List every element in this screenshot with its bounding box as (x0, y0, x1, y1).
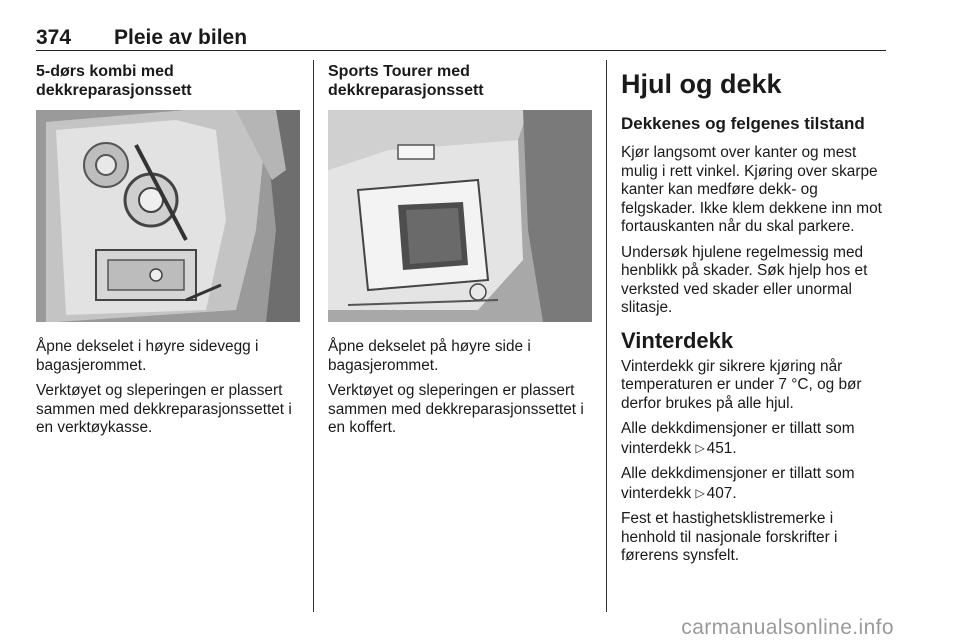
column-divider (606, 60, 607, 612)
body-paragraph: Kjør langsomt over kanter og mest mulig i rett vinkel. Kjøring over skarpe kanter kan medføre dekk- og felgskader. Ikke klem dekkene inn mot fortauskanten når du skal parkere. (621, 144, 882, 235)
section-heading: Vinterdekk (621, 327, 734, 353)
page-reference-link[interactable]: 451. (706, 439, 737, 457)
body-paragraph (621, 420, 889, 458)
body-paragraph: Verktøyet og sleperingen er plassert sammen med dekkreparasjonssettet i en koffert. (328, 382, 584, 436)
trunk-storage-box-illustration (328, 110, 592, 322)
body-paragraph: Åpne dekselet i høyre sidevegg i bagasjerommet. (36, 338, 259, 374)
column-1 (36, 62, 302, 445)
trunk-side-panel-illustration (36, 110, 300, 322)
page-reference-link[interactable]: 407. (706, 484, 737, 502)
body-paragraph: Fest et hastighetsklistremerke i henhold til nasjonale forskrifter i førerens synsfelt. (621, 510, 838, 564)
column-3 (621, 62, 889, 573)
watermark: carmanualsonline.info (681, 616, 894, 639)
paragraph-text: Alle dekkdimensjoner er tillatt som vinterdekk (621, 420, 855, 457)
body-paragraph: Verktøyet og sleperingen er plassert sammen med dekkreparasjonssettet i en verktøykasse. (36, 382, 292, 436)
body-paragraph: Vinterdekk gir sikrere kjøring når temperaturen er under 7 °C, og bør derfor brukes på alle hjul. (621, 357, 862, 412)
page-reference-icon: ▷ (695, 440, 705, 455)
page-number: 374 (36, 26, 72, 49)
chapter-title: Hjul og dekk (621, 69, 782, 99)
page-title: Pleie av bilen (114, 26, 248, 49)
page-reference-icon: ▷ (695, 485, 705, 500)
column-divider (313, 60, 314, 612)
body-paragraph (621, 465, 889, 503)
section-heading: Sports Tourer med dekkreparasjonssett (328, 63, 484, 99)
section-heading: 5-dørs kombi med dekkreparasjonssett (36, 63, 192, 99)
section-heading: Dekkenes og felgenes tilstand (621, 114, 865, 133)
body-paragraph: Undersøk hjulene regelmessig med henblikk på skader. Søk hjelp hos et verksted ved skader eller unormal slitasje. (621, 243, 868, 316)
paragraph-text: Alle dekkdimensjoner er tillatt som vinterdekk (621, 465, 855, 502)
column-2 (328, 62, 596, 445)
page-header (36, 22, 886, 51)
body-paragraph: Åpne dekselet på høyre side i bagasjerommet. (328, 338, 531, 374)
